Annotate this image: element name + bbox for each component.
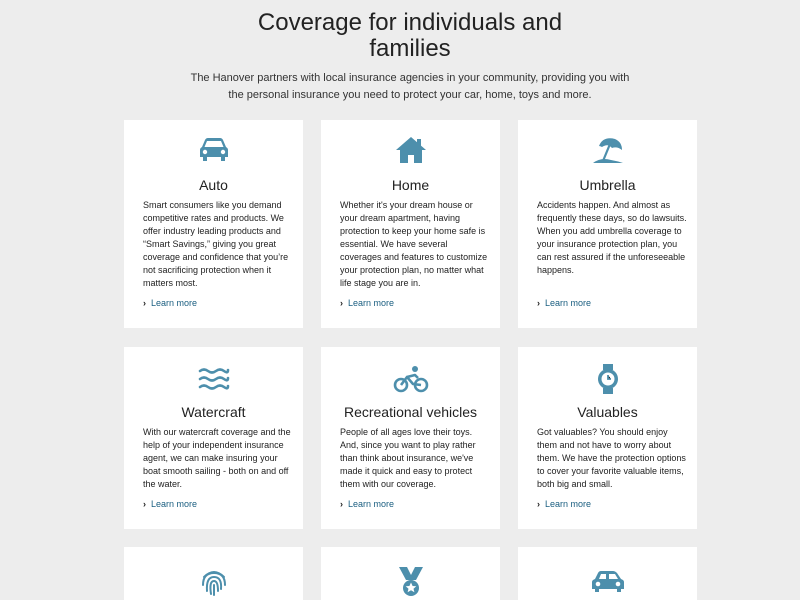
waves-icon [124,363,303,395]
card-description: Got valuables? You should enjoy them and not have to worry about them. We have the protection options to cover your favorite valuable items, both big and small. [537,427,686,489]
card-title: Home [391,177,430,193]
card-umbrella [518,120,697,328]
card-watercraft [124,347,303,529]
card-military [321,547,500,600]
chevron-right-icon: › [143,499,146,509]
fingerprint-icon [124,566,303,598]
car-icon [124,134,303,166]
card-auto-2 [518,547,697,600]
card-description: Whether it's your dream house or your dream apartment, having protection to keep your home safe is essential. We have several coverages and features to customize your protection plan, no matter what life stage you are in. [340,200,488,288]
learn-more-link[interactable]: › Learn more [340,499,395,509]
card-title: Umbrella [579,177,636,193]
card-description: People of all ages love their toys. And, since you want to play rather than think about insurance, we've made it quick and easy to protect them with our coverage. [340,427,476,489]
chevron-right-icon: › [340,499,343,509]
page-title: Coverage for individuals and families [257,9,563,62]
card-description: Smart consumers like you demand competitive rates and products. We offer industry leading products and “Smart Savings,” giving you great coverage and confidence that you’re not sacrificing protection when it matters most. [143,200,289,288]
chevron-right-icon: › [537,499,540,509]
card-title: Recreational vehicles [343,404,478,420]
card-home [321,120,500,328]
card-auto [124,120,303,328]
card-title: Auto [199,177,228,193]
beach-umbrella-icon [518,134,697,166]
house-icon [321,134,500,166]
bicycle-rider-icon [321,363,500,395]
learn-more-link[interactable]: › Learn more [143,298,198,308]
page-intro: The Hanover partners with local insurance agencies in your community, providing you with the personal insurance you need to protect your car, home, toys and more. [190,72,630,101]
card-valuables [518,347,697,529]
card-recreational-vehicles [321,347,500,529]
chevron-right-icon: › [340,298,343,308]
watch-icon [518,363,697,395]
card-description: With our watercraft coverage and the help of your independent insurance agent, we can make insuring your boat smooth sailing - both on and off the water. [143,427,291,489]
car-icon [518,566,697,598]
chevron-right-icon: › [143,298,146,308]
medal-icon [321,566,500,598]
learn-more-link[interactable]: › Learn more [537,499,592,509]
card-identity [124,547,303,600]
chevron-right-icon: › [537,298,540,308]
learn-more-link[interactable]: › Learn more [537,298,592,308]
card-description: Accidents happen. And almost as frequently these days, so do lawsuits. When you add umbrella coverage to your insurance protection plan, you can rest assured if the unforeseeable happens. [537,200,687,275]
learn-more-link[interactable]: › Learn more [143,499,198,509]
card-title: Watercraft [181,404,246,420]
learn-more-link[interactable]: › Learn more [340,298,395,308]
card-title: Valuables [577,404,638,420]
